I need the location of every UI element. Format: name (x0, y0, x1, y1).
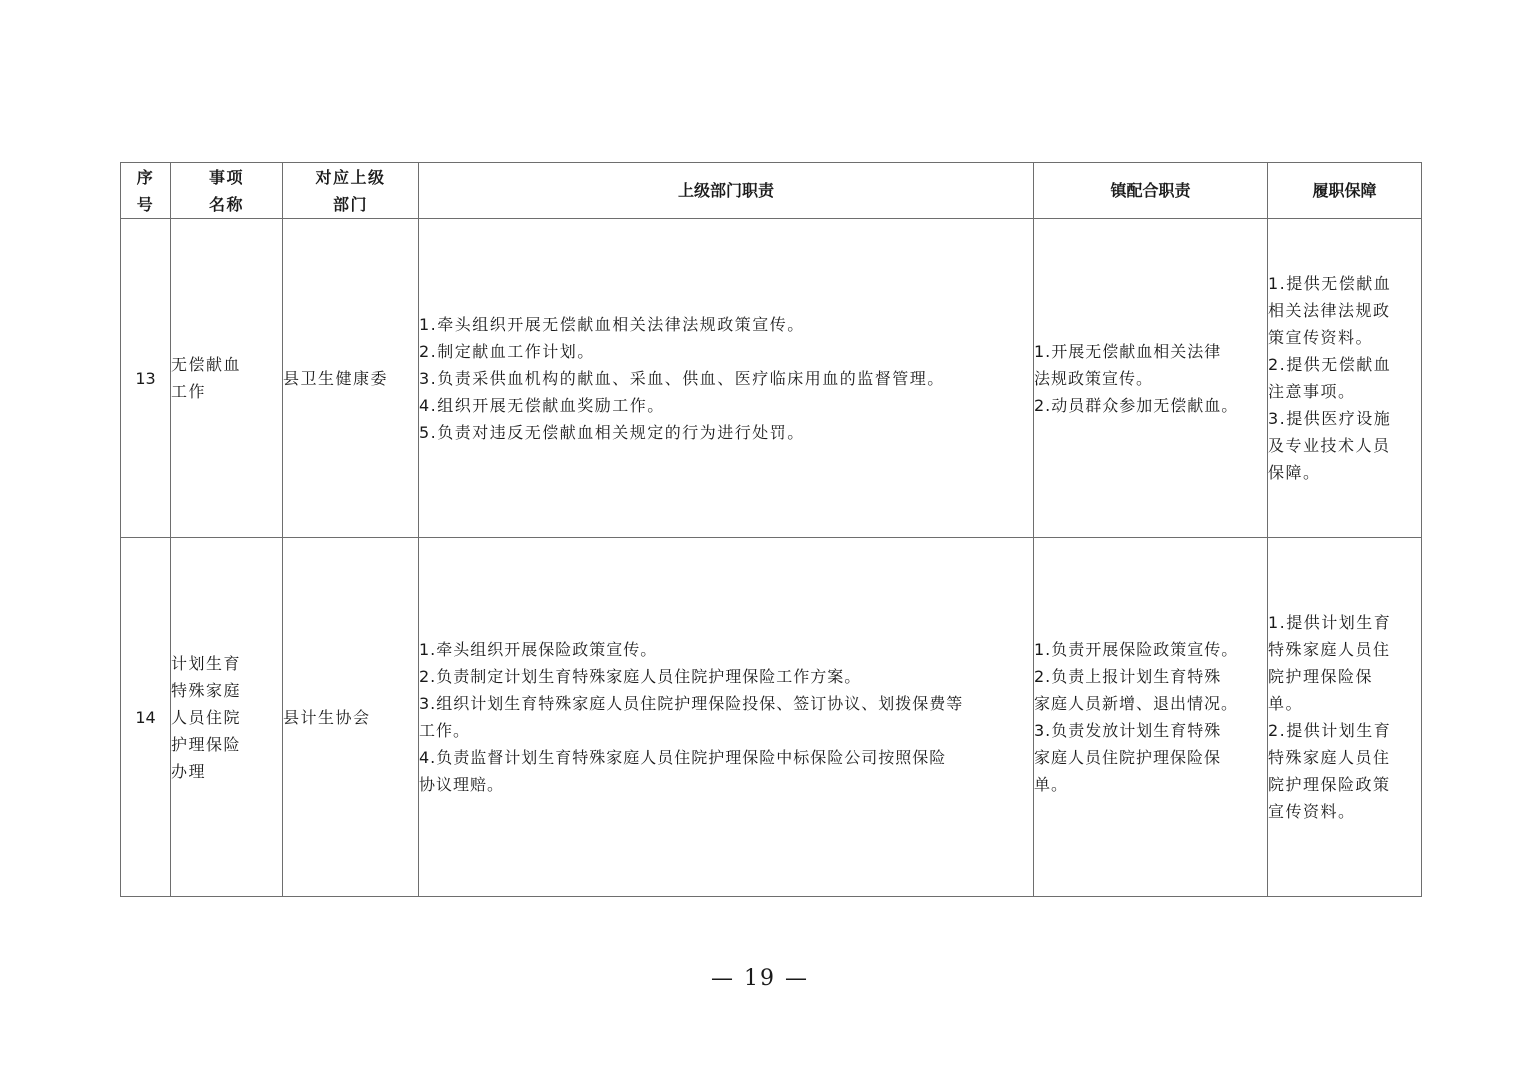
row-town-duties: 1.负责开展保险政策宣传。 2.负责上报计划生育特殊 家庭人员新增、退出情况。 3.负责发放计划生育特殊 家庭人员住院护理保险保 单。 (1034, 538, 1268, 897)
header-guarantee: 履职保障 (1268, 163, 1422, 219)
row-guarantee: 1.提供计划生育 特殊家庭人员住 院护理保险保 单。 2.提供计划生育 特殊家庭人员住 院护理保险政策 宣传资料。 (1268, 538, 1422, 897)
row-upper-duties: 1.牵头组织开展保险政策宣传。 2.负责制定计划生育特殊家庭人员住院护理保险工作方案。 3.组织计划生育特殊家庭人员住院护理保险投保、签订协议、划拨保费等 工作。 4.负责监督计划生育特殊家庭人员住院护理保险中标保险公司按照保险 协议理赔。 (419, 538, 1034, 897)
header-item-name: 事项 名称 (171, 163, 283, 219)
table-row (121, 219, 1422, 538)
row-upper-duties: 1.牵头组织开展无偿献血相关法律法规政策宣传。 2.制定献血工作计划。 3.负责采供血机构的献血、采血、供血、医疗临床用血的监督管理。 4.组织开展无偿献血奖励工作。 5.负责对违反无偿献血相关规定的行为进行处罚。 (419, 219, 1034, 538)
header-seq: 序 号 (121, 163, 171, 219)
header-row (121, 163, 1422, 219)
header-superior-dept: 对应上级 部门 (283, 163, 419, 219)
row-item-name: 无偿献血 工作 (171, 219, 283, 538)
row-seq: 13 (121, 219, 171, 538)
row-guarantee: 1.提供无偿献血 相关法律法规政 策宣传资料。 2.提供无偿献血 注意事项。 3.提供医疗设施 及专业技术人员 保障。 (1268, 219, 1422, 538)
row-seq: 14 (121, 538, 171, 897)
row-item-name: 计划生育 特殊家庭 人员住院 护理保险 办理 (171, 538, 283, 897)
row-superior-dept: 县卫生健康委 (283, 219, 419, 538)
row-superior-dept: 县计生协会 (283, 538, 419, 897)
header-town-duties: 镇配合职责 (1034, 163, 1268, 219)
duty-table (120, 162, 1422, 897)
page-number: — 19 — (711, 966, 809, 991)
header-upper-duties: 上级部门职责 (419, 163, 1034, 219)
table-row (121, 538, 1422, 897)
row-town-duties: 1.开展无偿献血相关法律 法规政策宣传。 2.动员群众参加无偿献血。 (1034, 219, 1268, 538)
